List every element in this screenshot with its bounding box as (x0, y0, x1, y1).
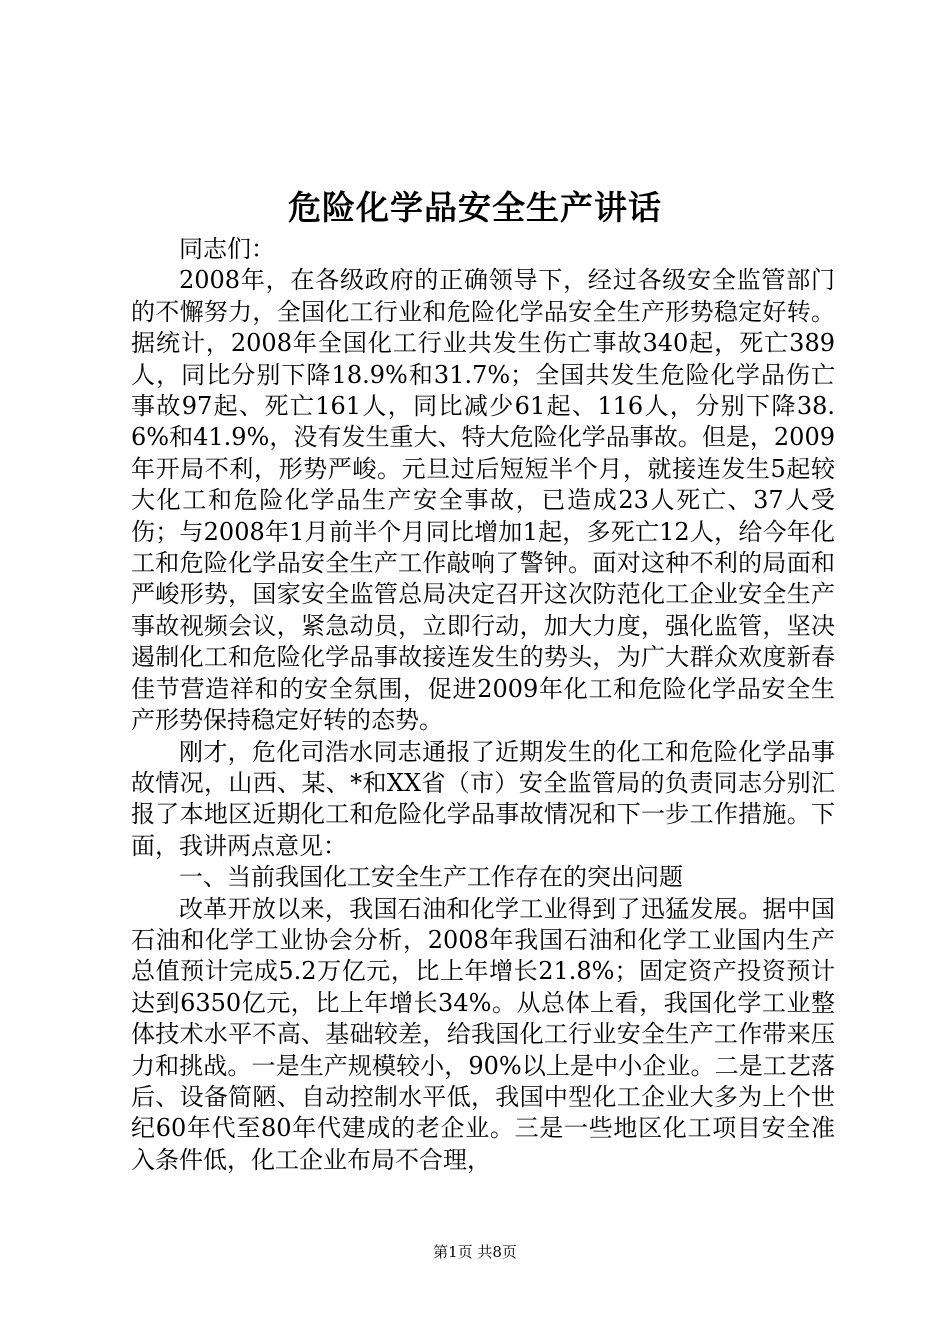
page-footer: 第1页 共8页 (433, 1243, 517, 1261)
section-heading: 一、当前我国化工安全生产工作存在的突出问题 (179, 863, 683, 892)
body-paragraph: 2008年，在各级政府的正确领导下，经过各级安全监管部门的不懈努力，全国化工行业和危险化学品安全生产形势稳定好转。据统计，2008年全国化工行业共发生伤亡事故340起，死亡389人，同比分别下降18.9%和31.7%；全国共发生危险化学品伤亡事故97起、死亡161人，同比减少61起、116人，分别下降38.6%和41.9%，没有发生重大、特大危险化学品事故。但是，2009年开局不利，形势严峻。元旦过后短短半个月，就接连发生5起较大化工和危险化学品生产安全事故，已造成23人死亡、37人受伤；与2008年1月前半个月同比增加1起，多死亡12人，给今年化工和危险化学品安全生产工作敲响了警钟。面对这种不利的局面和严峻形势，国家安全监管总局决定召开这次防范化工企业安全生产事故视频会议，紧急动员，立即行动，加大力度，强化监管，坚决遏制化工和危险化学品事故接连发生的势头，为广大群众欢度新春佳节营造祥和的安全氛围，促进2009年化工和危险化学品安全生产形势保持稳定好转的态势。 (131, 266, 835, 735)
document-body (131, 234, 835, 1176)
body-paragraph: 改革开放以来，我国石油和化学工业得到了迅猛发展。据中国石油和化学工业协会分析，2008年我国石油和化学工业国内生产总值预计完成5.2万亿元，比上年增长21.8%；固定资产投资预计达到6350亿元，比上年增长34%。从总体上看，我国化学工业整体技术水平不高、基础较差，给我国化工行业安全生产工作带来压力和挑战。一是生产规模较小，90%以上是中小企业。二是工艺落后、设备简陋、自动控制水平低，我国中型化工企业大多为上个世纪60年代至80年代建成的老企业。三是一些地区化工项目安全准入条件低，化工企业布局不合理， (131, 894, 835, 1174)
document-title: 危险化学品安全生产讲话 (288, 188, 662, 227)
salutation-paragraph: 同志们： (179, 235, 275, 263)
body-paragraph: 刚才，危化司浩水同志通报了近期发生的化工和危险化学品事故情况，山西、某、*和XX省（市）安全监管局的负责同志分别汇报了本地区近期化工和危险化学品事故情况和下一步工作措施。下面，我讲两点意见： (131, 737, 835, 860)
